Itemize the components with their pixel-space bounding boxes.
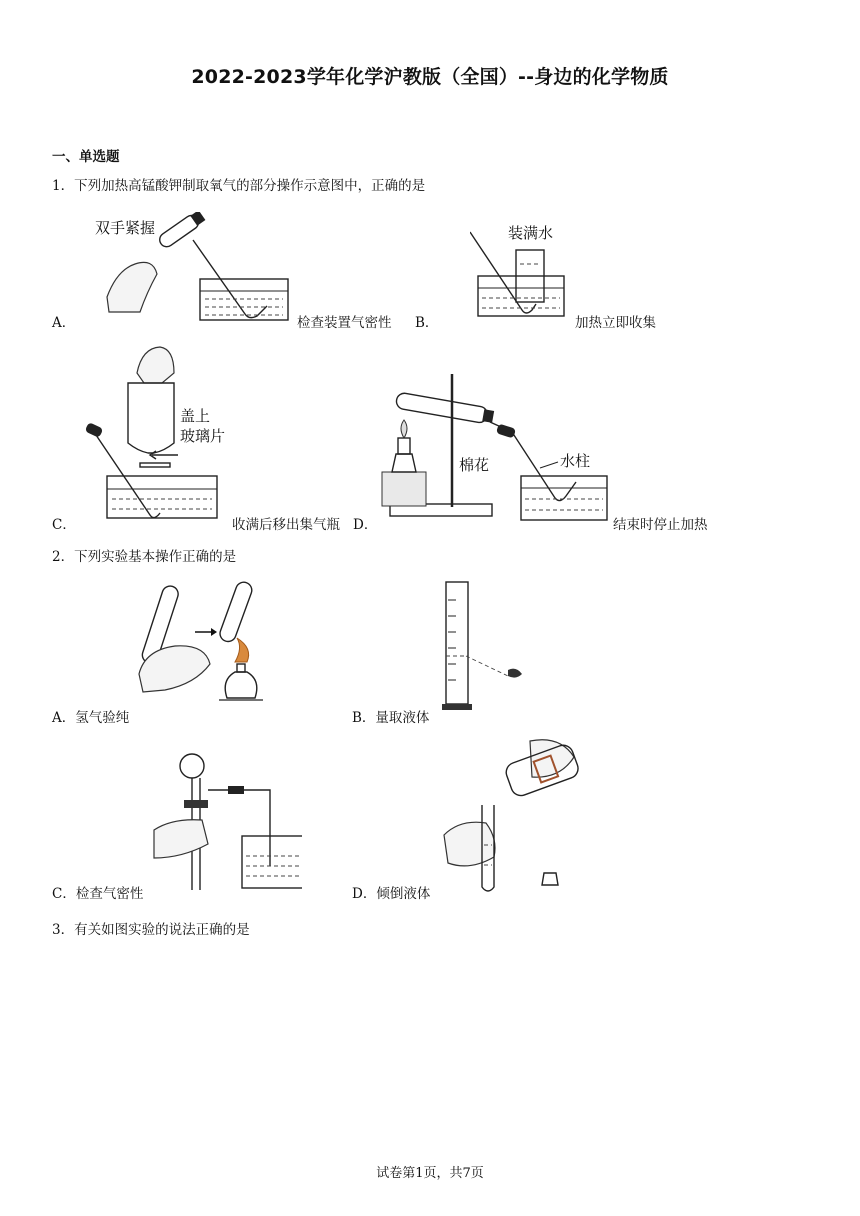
q1-a-label: 双手紧握 (95, 219, 156, 237)
q1-c-label-2: 玻璃片 (180, 427, 226, 445)
q2-option-b-text: B．量取液体 (352, 710, 430, 726)
q1-option-d-caption: 结束时停止加热 (613, 517, 708, 533)
q1-b-label: 装满水 (508, 224, 554, 242)
question-3-stem: 3．有关如图实验的说法正确的是 (52, 922, 250, 938)
page-footer: 试卷第1页，共7页 (376, 1166, 484, 1181)
q2-option-a-text: A．氢气验纯 (52, 710, 130, 726)
q1-d-label-water: 水柱 (560, 452, 591, 470)
q1-option-c-letter: C． (52, 517, 76, 533)
q1-option-c-caption: 收满后移出集气瓶 (232, 517, 340, 533)
question-2-stem: 2．下列实验基本操作正确的是 (52, 549, 237, 565)
q1-option-b-figure (470, 218, 570, 323)
q1-option-c-figure (82, 343, 232, 523)
q2-option-d-figure (440, 735, 580, 895)
q2-option-c-text: C．检查气密性 (52, 886, 144, 902)
section-heading: 一、单选题 (52, 149, 120, 165)
q2-option-a-figure (135, 578, 275, 708)
q1-option-b-letter: B． (415, 315, 439, 331)
q1-option-a-caption: 检查装置气密性 (297, 315, 392, 331)
q1-c-label-1: 盖上 (180, 407, 211, 425)
q1-option-b-caption: 加热立即收集 (575, 315, 656, 331)
q1-option-a-letter: A． (52, 315, 76, 331)
question-1-stem: 1．下列加热高锰酸钾制取氧气的部分操作示意图中，正确的是 (52, 178, 426, 194)
q1-d-label-cotton: 棉花 (459, 456, 490, 474)
q2-option-d-text: D．倾倒液体 (352, 886, 431, 902)
q2-option-c-figure (152, 748, 302, 893)
q1-option-d-letter: D． (353, 517, 378, 533)
page-title: 2022-2023学年化学沪教版（全国）--身边的化学物质 (191, 66, 669, 88)
q1-option-d-figure (380, 372, 615, 527)
q1-option-a-figure (95, 212, 295, 327)
q2-option-b-figure (432, 580, 532, 720)
